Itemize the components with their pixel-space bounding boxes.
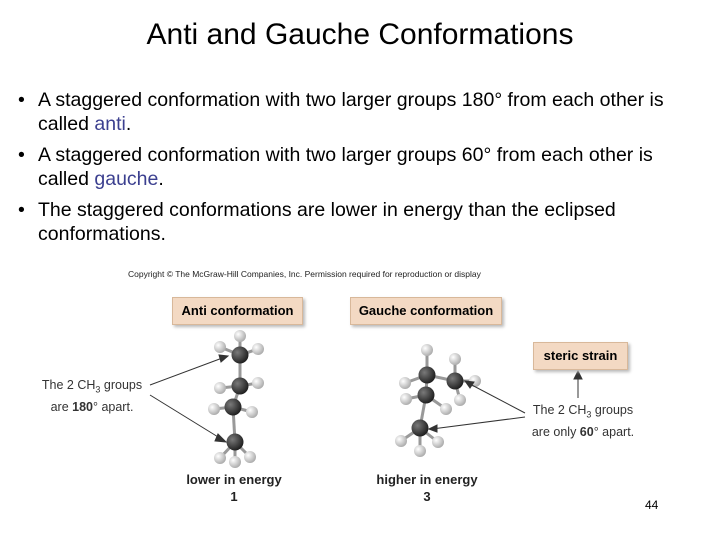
steric-strain-label: steric strain (533, 342, 628, 370)
anti-conformation-label: Anti conformation (172, 297, 303, 325)
anti-figure-number: 1 (230, 489, 238, 504)
slide-title: Anti and Gauche Conformations (146, 18, 574, 51)
anti-note: The 2 $CH_3$ groups are 180° apart. (41, 378, 143, 414)
bullet-gauche: • A staggered conformation with two larger groups 60° from each other is called gauche. (18, 144, 653, 190)
copyright-notice: Copyright © The McGraw-Hill Companies, Inc. Permission required for reproduction or display (128, 269, 481, 279)
annotation-arrows (150, 355, 582, 442)
anti-molecule (208, 330, 264, 468)
keyword-gauche: gauche (94, 168, 159, 190)
gauche-note: The 2 $CH_3$ groups are only 60° apart. (531, 403, 635, 439)
gauche-conformation-label: Gauche conformation (350, 297, 502, 325)
gauche-molecule (395, 344, 481, 457)
bullet-energy: • The staggered conformations are lower in energy than the eclipsed conformations. (18, 199, 616, 245)
bullet-anti: • A staggered conformation with two larger groups 180° from each other is called anti. (18, 89, 664, 135)
page-number: 44 (645, 498, 659, 512)
keyword-anti: anti (94, 113, 126, 135)
gauche-figure-number: 3 (423, 489, 431, 504)
anti-energy-caption: lower in energy 1 (175, 471, 293, 505)
gauche-energy-caption: higher in energy 3 (366, 471, 488, 505)
